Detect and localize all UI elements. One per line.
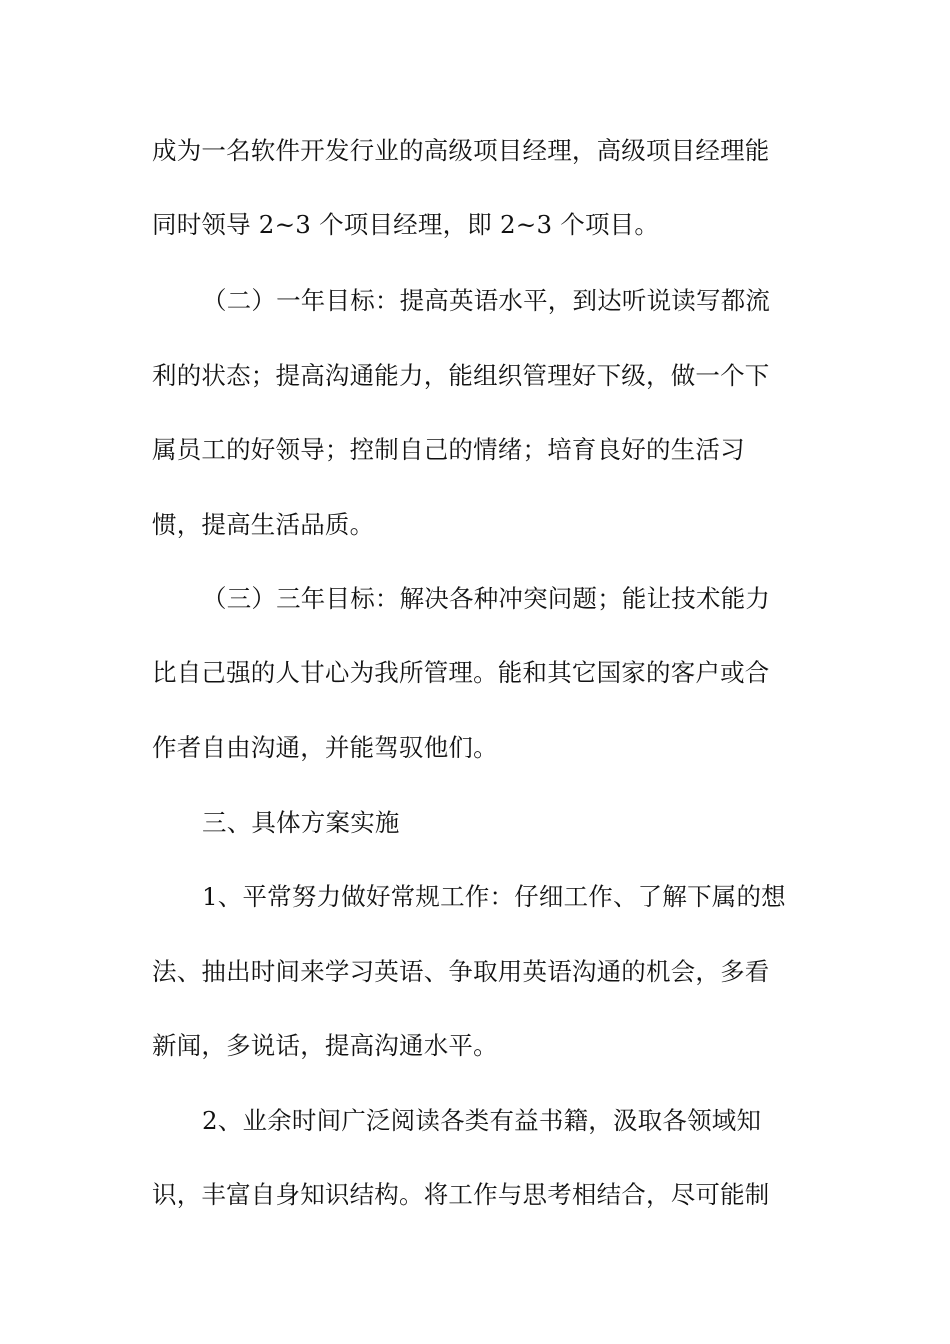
text-line: 1、平常努力做好常规工作：仔细工作、了解下属的想 bbox=[202, 882, 786, 911]
text-line: （二）一年目标：提高英语水平，到达听说读写都流 bbox=[202, 286, 771, 315]
text-line: 作者自由沟通，并能驾驭他们。 bbox=[152, 733, 498, 762]
text-line: 惯，提高生活品质。 bbox=[152, 510, 375, 539]
text-line: 识，丰富自身知识结构。将工作与思考相结合，尽可能制 bbox=[152, 1180, 770, 1209]
text-line: 同时领导 2~3 个项目经理，即 2~3 个项目。 bbox=[152, 210, 660, 239]
text-line: 2、业余时间广泛阅读各类有益书籍，汲取各领域知 bbox=[202, 1106, 762, 1135]
text-line: 利的状态；提高沟通能力，能组织管理好下级，做一个下 bbox=[152, 361, 770, 390]
text-line: 比自己强的人甘心为我所管理。能和其它国家的客户或合 bbox=[152, 658, 770, 687]
text-line: 法、抽出时间来学习英语、争取用英语沟通的机会，多看 bbox=[152, 957, 770, 986]
text-line: 属员工的好领导；控制自己的情绪；培育良好的生活习 bbox=[152, 435, 745, 464]
text-line: 新闻，多说话，提高沟通水平。 bbox=[152, 1031, 498, 1060]
section-heading: 三、具体方案实施 bbox=[202, 808, 400, 837]
text-line: 成为一名软件开发行业的高级项目经理，高级项目经理能 bbox=[152, 136, 770, 165]
text-line: （三）三年目标：解决各种冲突问题；能让技术能力 bbox=[202, 584, 771, 613]
